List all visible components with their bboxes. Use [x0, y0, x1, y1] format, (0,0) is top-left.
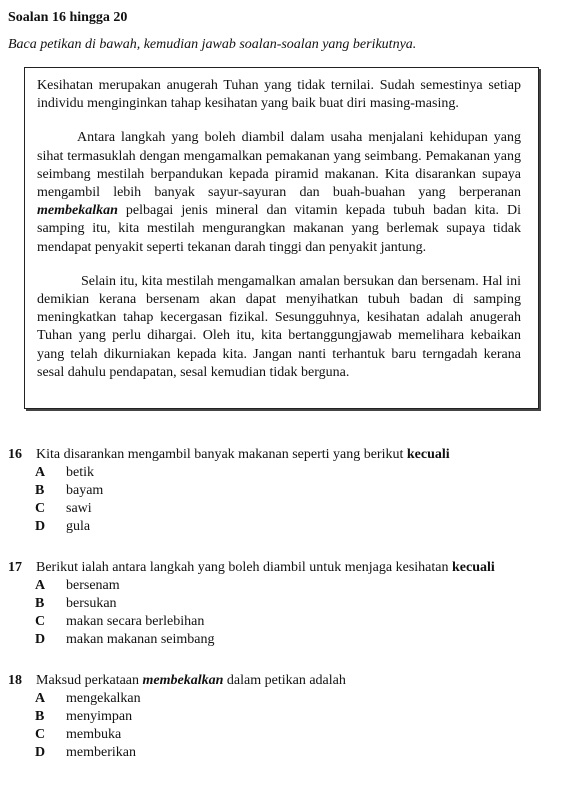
passage-box — [24, 67, 539, 409]
question-emphasis: kecuali — [451, 560, 495, 575]
passage-paragraph-1: Kesihatan merupakan anugerah Tuhan yang tidak ternilai. Sudah semestinya setiap individu menginginkan tahap kesihatan yang baik buat diri masing-masing. — [37, 78, 521, 112]
question-text: Maksud perkataan membekalkan dalam petikan adalah — [36, 673, 346, 688]
instruction-text: Baca petikan di bawah, kemudian jawab soalan-soalan yang berikutnya. — [8, 37, 417, 52]
section-heading: Soalan 16 hingga 20 — [8, 10, 128, 25]
question-keyword: membekalkan — [142, 673, 224, 688]
question-emphasis: kecuali — [406, 447, 450, 462]
question-number: 18 — [8, 673, 22, 688]
question-number: 17 — [8, 560, 22, 575]
passage-paragraph-3: Selain itu, kita mestilah mengamalkan amalan bersukan dan bersenam. Hal ini demikian kerana bersenam akan dapat menyihatkan tubuh badan di samping meningkatkan tahap kecergasan fizikal. Sesungguhnya, kesihatan adalah anugerah Tuhan yang perlu dihargai. Oleh itu, kita bertanggungjawab memelihara kebaikan yang telah dikurniakan kepada kita. Jangan nanti terhantuk baru terngadah kerana sesal dahulu pendapatan, sesal kemudian tidak berguna. — [37, 273, 521, 380]
question-text: Kita disarankan mengambil banyak makanan seperti yang berikut kecuali — [36, 447, 450, 462]
question-number: 16 — [8, 447, 22, 462]
passage-keyword: membekalkan — [37, 203, 118, 219]
passage-paragraph-2 — [37, 129, 521, 256]
passage-p2-part-b: pelbagai jenis mineral dan vitamin kepada tubuh badan kita. Di samping itu, kita mestilah mengurangkan makanan yang berlemak supaya tidak mendapat penyakit seperti tekanan darah tinggi dan penyakit jantung. — [37, 203, 521, 255]
passage-p2-part-a: Antara langkah yang boleh diambil dalam usaha menjalani kehidupan yang sihat termasuklah dengan mengamalkan pemakanan yang seimbang. Pemakanan yang seimbang mestilah berpandukan kepada piramid makanan. Kita disarankan supaya mengambil lebih banyak sayur-sayuran dan buah-buahan yang berperanan — [37, 130, 521, 201]
question-text: Berikut ialah antara langkah yang boleh diambil untuk menjaga kesihatan kecuali — [36, 560, 495, 575]
